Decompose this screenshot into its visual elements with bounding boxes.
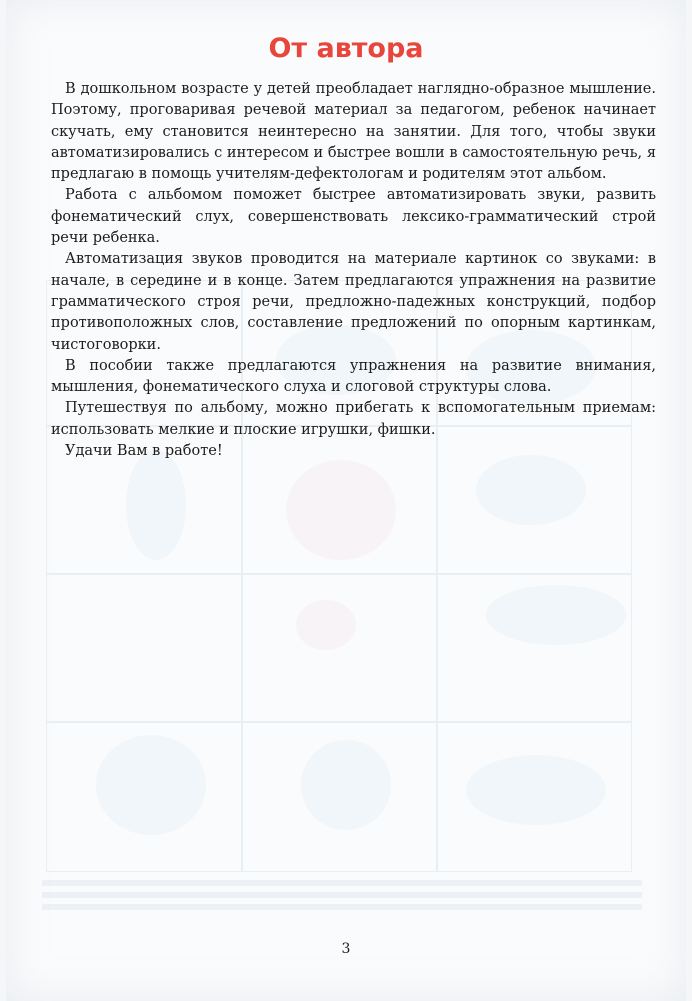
page-sheet <box>6 0 686 1001</box>
paragraph: Путешествуя по альбому, можно прибегать к вспомогательным приемам: использовать мелкие и плоские игрушки, фишки. <box>51 400 656 438</box>
paragraph: Автоматизация звуков проводится на материале картинок со звуками: в начале, в середине и в конце. Затем предлагаются упражнения на развитие грамматического строя речи, предложно-падежных конструкций, подбор противоположных слов, составление предложений по опорным картинкам, чистоговорки. <box>51 251 656 353</box>
paragraph: В пособии также предлагаются упражнения на развитие внимания, мышления, фонематического слуха и слоговой структуры слова. <box>51 357 656 396</box>
paragraph: В дошкольном возрасте у детей преобладает наглядно-образное мышление. Поэтому, проговаривая речевой материал за педагогом, ребенок начинает скучать, ему становится неинтересно на занятии. Для того, чтобы звуки автоматизировались с интересом и быстрее вошли в самостоятельную речь, я предлагаю в помощь учителям-дефектологам и родителям этот альбом. <box>51 81 656 183</box>
show-through-caption <box>42 880 642 910</box>
paragraph: Работа с альбомом поможет быстрее автоматизировать звуки, развить фонематический слух, совершенствовать лексико-грамматический строй речи ребенка. <box>51 187 656 247</box>
paragraph: Удачи Вам в работе! <box>65 443 223 460</box>
page-number: 3 <box>341 941 351 957</box>
author-foreword-text <box>51 79 656 462</box>
page-title: От автора <box>268 33 424 64</box>
